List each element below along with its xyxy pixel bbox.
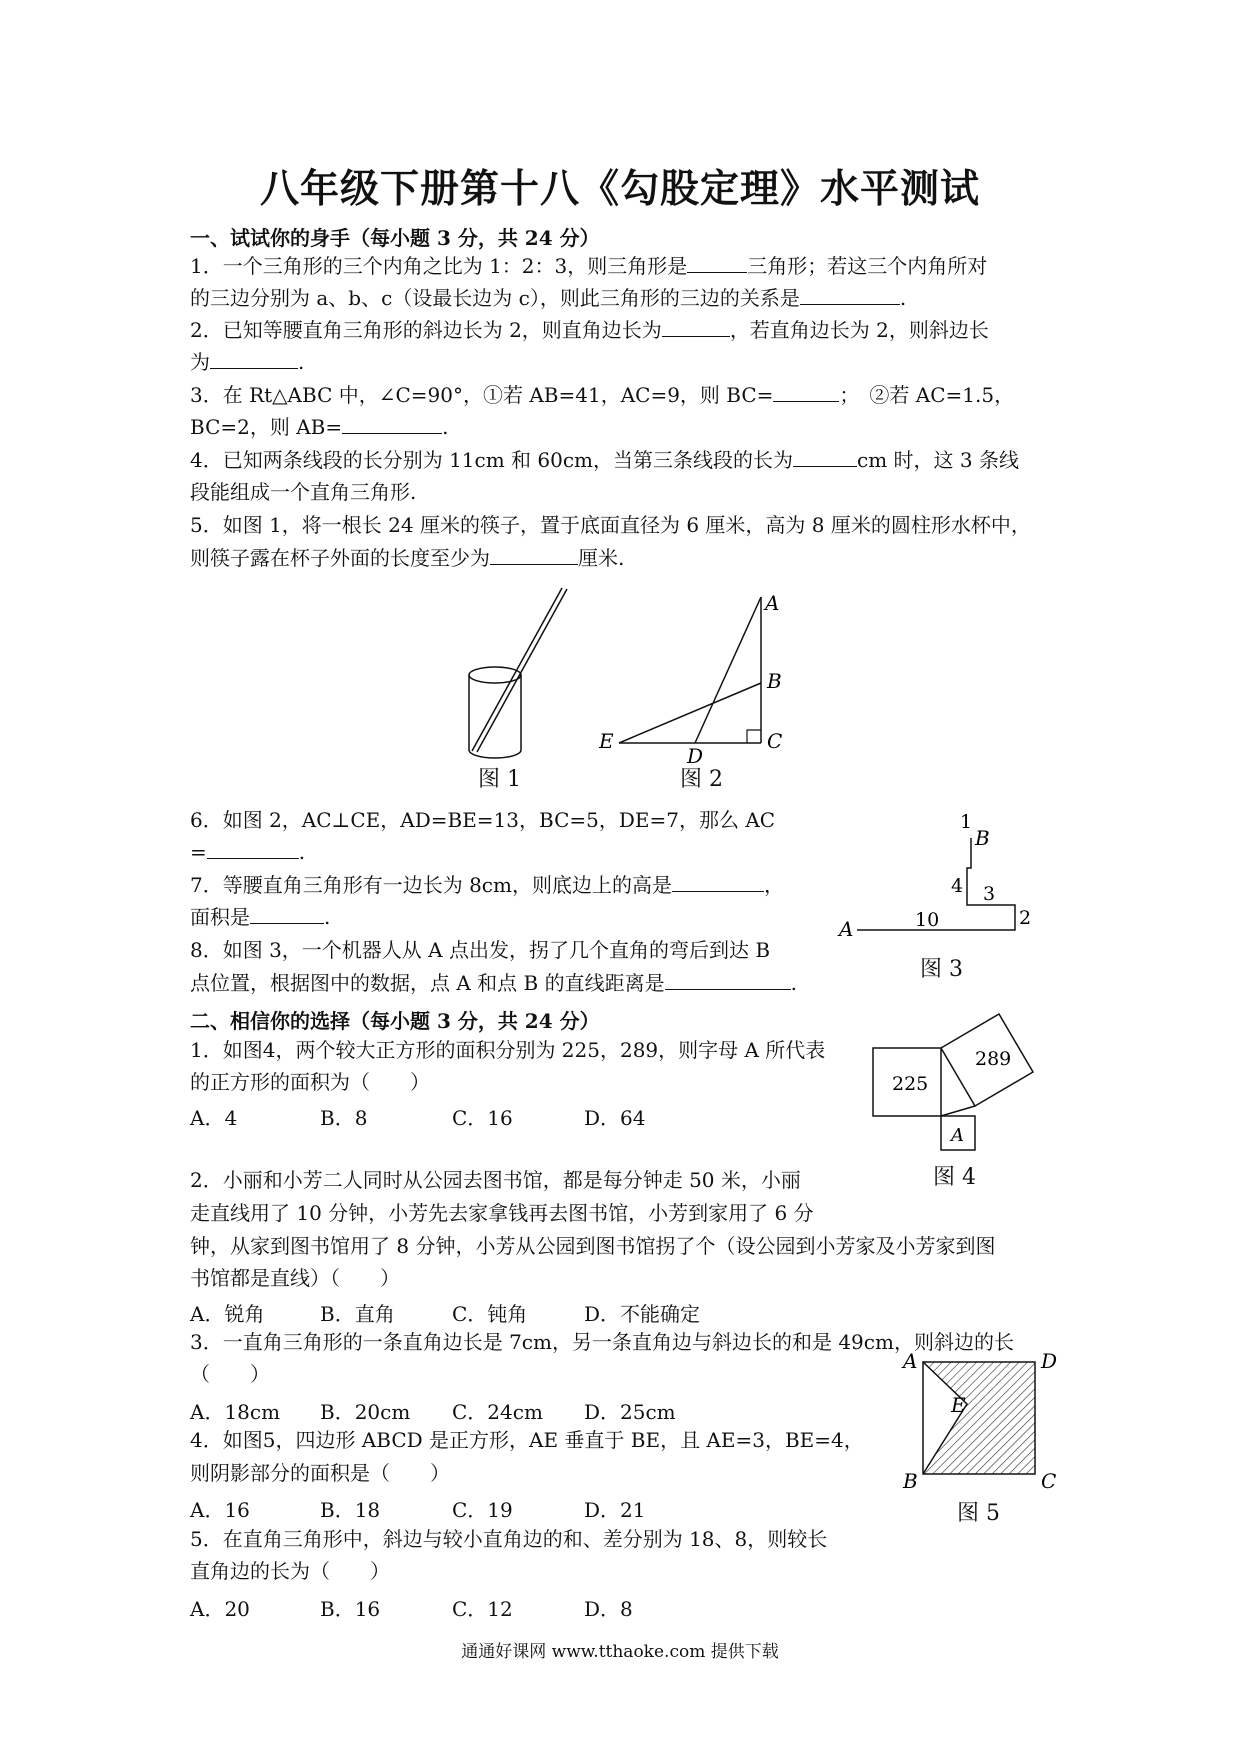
figure-5-caption: 图 5 bbox=[957, 1501, 1000, 1526]
s2-q2-option-c[interactable]: C．钝角 bbox=[452, 1302, 528, 1326]
figure-4-caption: 图 4 bbox=[933, 1165, 976, 1190]
answer-blank[interactable] bbox=[490, 546, 578, 565]
s2-q4-line2: 则阴影部分的面积是（ ） bbox=[190, 1461, 450, 1485]
answer-blank[interactable] bbox=[665, 971, 791, 990]
s2-q1-option-b[interactable]: B．8 bbox=[320, 1106, 368, 1130]
fig3-len-2: 2 bbox=[1019, 907, 1032, 929]
s2-q5-option-d[interactable]: D．8 bbox=[584, 1597, 633, 1621]
fig5-label-e: E bbox=[951, 1393, 966, 1417]
s1-q6-line2: = . bbox=[190, 840, 306, 864]
s2-q5-option-c[interactable]: C．12 bbox=[452, 1597, 513, 1621]
s1-q7-line1: 7．等腰直角三角形有一边长为 8cm，则底边上的高是 ， bbox=[190, 873, 784, 897]
s2-q2-line3: 钟，从家到图书馆用了 8 分钟，小芳从公园到图书馆拐了个（设公园到小芳家及小芳家到图 bbox=[190, 1234, 996, 1258]
answer-blank[interactable] bbox=[250, 905, 324, 924]
fig4-label-a: A bbox=[951, 1125, 964, 1146]
fig2-label-c: C bbox=[767, 729, 783, 753]
s2-q2-line2: 走直线用了 10 分钟，小芳先去家拿钱再去图书馆，小芳到家用了 6 分 bbox=[190, 1201, 814, 1225]
fig5-label-b: B bbox=[903, 1469, 918, 1493]
section2-heading: 二、相信你的选择（每小题 3 分，共 24 分） bbox=[190, 1009, 600, 1033]
page-footer: 通通好课网 www.tthaoke.com 提供下载 bbox=[461, 1642, 779, 1662]
s2-q4-option-c[interactable]: C．19 bbox=[452, 1498, 513, 1522]
fig5-label-a: A bbox=[903, 1350, 918, 1373]
fig5-label-d: D bbox=[1041, 1350, 1058, 1373]
s2-q1-option-d[interactable]: D．64 bbox=[584, 1106, 646, 1130]
s2-q3-line1: 3．一直角三角形的一条直角边长是 7cm，另一条直角边与斜边长的和是 49cm，则斜边的长 bbox=[190, 1330, 1014, 1354]
section1-heading: 一、试试你的身手（每小题 3 分，共 24 分） bbox=[190, 226, 600, 250]
s2-q1-option-a[interactable]: A．4 bbox=[190, 1106, 238, 1130]
answer-blank[interactable] bbox=[662, 318, 730, 337]
s1-q4-line1: 4．已知两条线段的长分别为 11cm 和 60cm，当第三条线段的长为 cm 时，这 3 条线 bbox=[190, 448, 1019, 472]
fig3-len-10: 10 bbox=[915, 909, 940, 931]
s2-q4-option-a[interactable]: A．16 bbox=[190, 1498, 250, 1522]
figure-2-caption: 图 2 bbox=[680, 767, 723, 792]
s1-q1-line1: 1．一个三角形的三个内角之比为 1：2：3，则三角形是 三角形；若这三个内角所对 bbox=[190, 254, 988, 278]
s2-q5-option-a[interactable]: A．20 bbox=[190, 1597, 250, 1621]
s1-q8-line2: 点位置，根据图中的数据，点 A 和点 B 的直线距离是 . bbox=[190, 971, 797, 995]
s2-q2-line4: 书馆都是直线）（ ） bbox=[190, 1266, 400, 1290]
s1-q8-line1: 8．如图 3，一个机器人从 A 点出发，拐了几个直角的弯后到达 B bbox=[190, 938, 771, 962]
s1-q5-line2: 则筷子露在杯子外面的长度至少为 厘米. bbox=[190, 546, 625, 570]
s2-q4-option-b[interactable]: B．18 bbox=[320, 1498, 381, 1522]
fig2-label-e: E bbox=[599, 729, 614, 753]
fig4-label-289: 289 bbox=[975, 1048, 1012, 1070]
s2-q1-option-c[interactable]: C．16 bbox=[452, 1106, 513, 1130]
s1-q2-line2: 为 . bbox=[190, 350, 305, 374]
answer-blank[interactable] bbox=[793, 448, 857, 467]
s2-q5-line2: 直角边的长为（ ） bbox=[190, 1559, 390, 1583]
s2-q3-option-c[interactable]: C．24cm bbox=[452, 1400, 543, 1424]
figure-4-squares bbox=[870, 1010, 1060, 1160]
s2-q2-option-a[interactable]: A．锐角 bbox=[190, 1302, 265, 1326]
answer-blank[interactable] bbox=[207, 840, 299, 859]
fig5-label-c: C bbox=[1041, 1469, 1057, 1493]
s1-q3-line1: 3．在 Rt△ABC 中，∠C=90°，①若 AB=41，AC=9，则 BC= ； ②若 AC=1.5， bbox=[190, 383, 1015, 407]
fig3-len-4: 4 bbox=[951, 875, 964, 897]
fig3-len-3: 3 bbox=[983, 883, 996, 905]
figure-3-caption: 图 3 bbox=[920, 957, 963, 982]
figure-1-caption: 图 1 bbox=[478, 767, 521, 792]
answer-blank[interactable] bbox=[773, 383, 839, 402]
s2-q1-line1: 1．如图4，两个较大正方形的面积分别为 225，289，则字母 A 所代表 bbox=[190, 1038, 826, 1062]
s2-q3-option-a[interactable]: A．18cm bbox=[190, 1400, 281, 1424]
s2-q2-line1: 2．小丽和小芳二人同时从公园去图书馆，都是每分钟走 50 米，小丽 bbox=[190, 1168, 801, 1192]
answer-blank[interactable] bbox=[210, 350, 298, 369]
s1-q3-line2: BC=2，则 AB= . bbox=[190, 415, 449, 439]
s1-q1-line2: 的三边分别为 a、b、c（设最长边为 c），则此三角形的三边的关系是 . bbox=[190, 286, 907, 310]
fig3-len-1: 1 bbox=[960, 811, 973, 833]
s2-q4-option-d[interactable]: D．21 bbox=[584, 1498, 646, 1522]
s2-q1-line2: 的正方形的面积为（ ） bbox=[190, 1070, 430, 1094]
s1-q6-line1: 6．如图 2，AC⊥CE，AD=BE=13，BC=5，DE=7，那么 AC bbox=[190, 808, 776, 832]
fig2-label-a: A bbox=[765, 591, 780, 615]
answer-blank[interactable] bbox=[672, 873, 764, 892]
fig3-label-a: A bbox=[839, 917, 854, 940]
fig4-label-225: 225 bbox=[892, 1073, 929, 1095]
figure-2-triangle bbox=[595, 585, 795, 765]
fig2-label-d: D bbox=[687, 744, 704, 765]
s2-q4-line1: 4．如图5，四边形 ABCD 是正方形，AE 垂直于 BE，且 AE=3，BE=4， bbox=[190, 1428, 864, 1452]
s2-q2-option-d[interactable]: D．不能确定 bbox=[584, 1302, 701, 1326]
s2-q2-option-b[interactable]: B．直角 bbox=[320, 1302, 395, 1326]
s2-q5-option-b[interactable]: B．16 bbox=[320, 1597, 381, 1621]
answer-blank[interactable] bbox=[800, 286, 900, 305]
s2-q5-line1: 5．在直角三角形中，斜边与较小直角边的和、差分别为 18、8，则较长 bbox=[190, 1527, 828, 1551]
s1-q2-line1: 2．已知等腰直角三角形的斜边长为 2，则直角边长为 ，若直角边长为 2，则斜边长 bbox=[190, 318, 989, 342]
page-title: 八年级下册第十八《勾股定理》水平测试 bbox=[259, 166, 980, 212]
s1-q4-line2: 段能组成一个直角三角形. bbox=[190, 480, 417, 504]
s2-q3-option-d[interactable]: D．25cm bbox=[584, 1400, 676, 1424]
figure-1-cylinder bbox=[450, 585, 590, 760]
figure-3-path bbox=[835, 810, 1045, 940]
s1-q7-line2: 面积是 . bbox=[190, 905, 331, 929]
answer-blank[interactable] bbox=[342, 415, 442, 434]
s2-q3-option-b[interactable]: B．20cm bbox=[320, 1400, 411, 1424]
figure-5-square bbox=[895, 1350, 1070, 1500]
answer-blank[interactable] bbox=[687, 254, 747, 273]
fig3-label-b: B bbox=[975, 826, 990, 850]
fig2-label-b: B bbox=[767, 669, 782, 693]
s1-q5-line1: 5．如图 1，将一根长 24 厘米的筷子，置于底面直径为 6 厘米，高为 8 厘米的圆柱形水杯中， bbox=[190, 513, 1031, 537]
s2-q3-line2: （ ） bbox=[190, 1362, 270, 1386]
